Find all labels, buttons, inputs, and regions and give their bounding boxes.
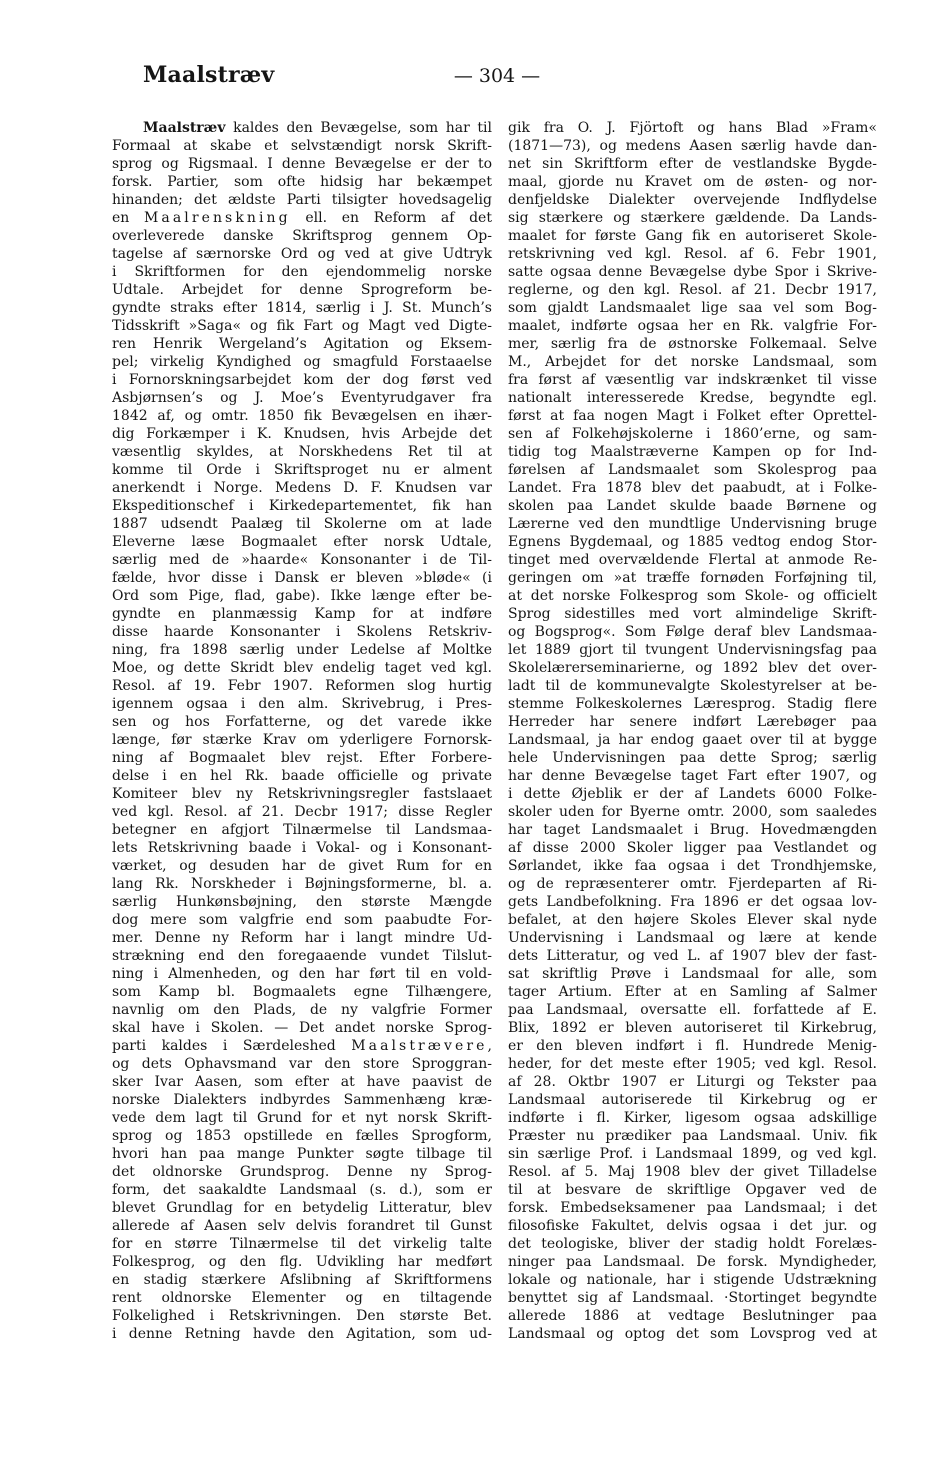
text-line: særlig Hunkønsbøjning, den største Mængde	[112, 894, 492, 910]
text-line: tidig tog Maalstræverne Kampen op for Ind-	[508, 444, 877, 460]
text-line: Resol. af 5. Maj 1908 blev der givet Tilladelse	[508, 1164, 877, 1180]
text-line: er den bleven indført i fl. Hundrede Menig-	[508, 1038, 877, 1054]
text-line: i dette Øjeblik er der af Landets 6000 Folke-	[508, 786, 877, 802]
running-head: Maalstræv	[143, 62, 275, 88]
text-line: Resol. af 19. Febr 1907. Reformen slog hurtig	[112, 678, 492, 694]
text-line: fra først af væsentlig var indskrænket til visse	[508, 372, 877, 388]
text-line: forsk. Embedseksamener paa Landsmaal; i det	[508, 1200, 877, 1216]
text-line: indførte i fl. Kirker, ligesom ogsaa adskillige	[508, 1110, 877, 1126]
text-line: Landsmaal og optog det som Lovsprog ved at	[508, 1326, 877, 1342]
text-line: filosofiske Fakultet, delvis ogsaa i det jur. og	[508, 1218, 877, 1234]
text-line: Undervisning i Landsmaal og lære at kende	[508, 930, 877, 946]
text-line: retskrivning ved kgl. Resol. af 6. Febr 1901,	[508, 246, 877, 262]
text-line: reglerne, og den kgl. Resol. af 21. Decbr 1917,	[508, 282, 877, 298]
text-line: anerkendt i Norge. Medens D. F. Knudsen var	[112, 480, 492, 496]
text-line: delse i en hel Rk. baade officielle og private	[112, 768, 492, 784]
text-line: skal have i Skolen. — Det andet norske Sprog-	[112, 1020, 492, 1036]
text-line: sat skriftlig Prøve i Landsmaal for alle, som	[508, 966, 877, 982]
text-line: Egnens Bygdemaal, og 1885 vedtog endog Stor-	[508, 534, 877, 550]
text-line: Præster nu prædiker paa Landsmaal. Univ. fik	[508, 1128, 877, 1144]
text-line: ning i Almenheden, og den har ført til en vold-	[112, 966, 492, 982]
text-line: net sin Skriftform efter de vestlandske Bygde-	[508, 156, 877, 172]
text-line: skolen paa Landet skulde baade Børnene og	[508, 498, 877, 514]
text-line: sker Ivar Aasen, som efter at have paavist de	[112, 1074, 492, 1090]
text-line: disse haarde Konsonanter i Skolens Retskriv-	[112, 624, 492, 640]
text-line: Herreder har senere indført Lærebøger paa	[508, 714, 877, 730]
page-number: — 304 —	[453, 65, 541, 87]
text-line: dog mere som valgfrie end som paabudte For-	[112, 912, 492, 928]
text-line	[112, 1037, 492, 1055]
text-line: Blix, 1892 er bleven autoriseret til Kirkebrug,	[508, 1020, 877, 1036]
text-line: sin særlige Prof. i Landsmaal 1899, og ved kgl.	[508, 1146, 877, 1162]
text-line: det oldnorske Grundsprog. Denne ny Sprog-	[112, 1164, 492, 1180]
text-line: i denne Retning havde den Agitation, som ud-	[112, 1326, 492, 1342]
text-line: denfjeldske Dialekter overvejende Indflydelse	[508, 192, 877, 208]
text-line: lokale og nationale, har i stigende Udstrækning	[508, 1272, 877, 1288]
text-line: længe, før stærke Krav om yderligere Fornorsk-	[112, 732, 492, 748]
text-segment: parti kaldes i Særdeleshed	[112, 1038, 352, 1054]
text-line: sen og hos Forfatterne, og det varede ikke	[112, 714, 492, 730]
text-line: M., Arbejdet for det norske Landsmaal, som	[508, 354, 877, 370]
text-line	[112, 209, 492, 227]
right-column	[508, 119, 877, 1343]
left-column	[112, 119, 492, 1343]
text-line: benyttet sig af Landsmaal. ·Stortinget begyndte	[508, 1290, 877, 1306]
text-line: mer, særlig fra de østnorske Folkemaal. Selve	[508, 336, 877, 352]
text-line: Udtale. Arbejdet for denne Sprogreform be-	[112, 282, 492, 298]
text-line: særlig med de »haarde« Konsonanter i de Til-	[112, 552, 492, 568]
text-line: gyndte straks efter 1814, særlig i J. St. Munch’s	[112, 300, 492, 316]
text-line: form, det saakaldte Landsmaal (s. d.), som er	[112, 1182, 492, 1198]
text-line: Landsmaal, ja har endog gaaet over til at bygge	[508, 732, 877, 748]
text-line: Sprog sidestilles med vort almindelige Skrift-	[508, 606, 877, 622]
text-line: væsentlig skyldes, at Norskhedens Ret til at	[112, 444, 492, 460]
text-segment: en	[112, 210, 144, 226]
text-line: hele Undervisningen paa dette Sprog; særlig	[508, 750, 877, 766]
text-line: let 1889 gjort til tvungent Undervisningsfag paa	[508, 642, 877, 658]
text-line: førelsen af Landsmaalet som Skolesprog paa	[508, 462, 877, 478]
text-line: Folkelighed i Retskrivningen. Den største Bet.	[112, 1308, 492, 1324]
text-line: værket, og desuden har de givet Rum for en	[112, 858, 492, 874]
text-line: dig Forkæmper i K. Knudsen, hvis Arbejde det	[112, 426, 492, 442]
text-segment: kaldes den Bevægelse, som har til	[225, 120, 492, 136]
text-line: ning, fra 1898 særlig under Ledelse af Moltke	[112, 642, 492, 658]
text-line: stemme Folkeskolernes Læresprog. Stadig flere	[508, 696, 877, 712]
text-line	[112, 119, 492, 137]
text-line: pel; virkelig Kyndighed og smagfuld Forstaaelse	[112, 354, 492, 370]
text-line: geringen om »at træffe fornøden Forføjning til,	[508, 570, 877, 586]
text-line: Sørlandet, ikke faa ogsaa i det Trondhjemske,	[508, 858, 877, 874]
text-line: som gjaldt Landsmaalet lige saa vel som Bog-	[508, 300, 877, 316]
text-line: har taget Landsmaalet i Brug. Hovedmængden	[508, 822, 877, 838]
text-line: ren Henrik Wergeland’s Agitation og Eksem-	[112, 336, 492, 352]
spaced-term: Maalstrævere	[351, 1038, 488, 1054]
text-line: lets Retskrivning baade i Vokal- og i Konsonant-	[112, 840, 492, 856]
text-line: sprog og 1853 opstillede en fælles Sprogform,	[112, 1128, 492, 1144]
text-line: af 28. Oktbr 1907 er Liturgi og Tekster paa	[508, 1074, 877, 1090]
text-line: gyndte en planmæssig Kamp for at indføre	[112, 606, 492, 622]
text-line: Landsmaal autoriserede til Kirkebrug og er	[508, 1092, 877, 1108]
text-line: rent oldnorske Elementer og en tiltagende	[112, 1290, 492, 1306]
text-line: til at besvare de skriftlige Opgaver ved de	[508, 1182, 877, 1198]
text-line: Ord som Pige, flad, gabe). Ikke længe efter be-	[112, 588, 492, 604]
text-line: komme til Orde i Skriftsproget nu er alment	[112, 462, 492, 478]
text-line: skoler uden for Byerne omtr. 2000, som saaledes	[508, 804, 877, 820]
text-line: har denne Bevægelse taget Fart efter 1907, og	[508, 768, 877, 784]
text-line: igennem ogsaa i den alm. Skrivebrug, i Pres-	[112, 696, 492, 712]
text-line: fælde, hvor disse i Dansk er bleven »bløde« (i	[112, 570, 492, 586]
text-line: allerede 1886 at vedtage Beslutninger paa	[508, 1308, 877, 1324]
text-line: som Kamp bl. Bogmaalets egne Tilhængere,	[112, 984, 492, 1000]
text-line: heder, for det meste efter 1905; ved kgl. Resol.	[508, 1056, 877, 1072]
text-line: Komiteer blev ny Retskrivningsregler fastslaaet	[112, 786, 492, 802]
spaced-term: Maalrenskning	[144, 210, 291, 226]
text-line: tager Artium. Efter at en Samling af Salmer	[508, 984, 877, 1000]
text-line: norske Dialekters indbyrdes Sammenhæng kræ-	[112, 1092, 492, 1108]
text-line: mer. Denne ny Reform har i langt mindre Ud-	[112, 930, 492, 946]
text-segment: ell. en Reform af det	[290, 210, 492, 226]
text-line: gik fra O. J. Fjörtoft og hans Blad »Fram«	[508, 120, 877, 136]
text-line: 1887 udsendt Paalæg til Skolerne om at lade	[112, 516, 492, 532]
text-line: Ekspeditionschef i Kirkedepartementet, fik han	[112, 498, 492, 514]
text-line: ninger paa Landsmaal. De forsk. Myndigheder,	[508, 1254, 877, 1270]
text-line: først at faa nogen Magt i Folket efter Oprettel-	[508, 408, 877, 424]
text-line: maalet for første Gang fik en autoriseret Skole-	[508, 228, 877, 244]
text-line: gets Landbefolkning. Fra 1896 er det ogsaa lov-	[508, 894, 877, 910]
text-line: og de repræsenterer omtr. Fjerdeparten af Ri-	[508, 876, 877, 892]
text-line: hinanden; det ældste Parti tilsigter hovedsagelig	[112, 192, 492, 208]
text-line: 1842 af, og omtr. 1850 fik Bevægelsen en ihær-	[112, 408, 492, 424]
text-line: lang Rk. Norskheder i Bøjningsformerne, bl. a.	[112, 876, 492, 892]
text-line: Lærerne ved den mundtlige Undervisning bruge	[508, 516, 877, 532]
text-line: befalet, at den højere Skoles Elever skal nyde	[508, 912, 877, 928]
text-line: Formaal at skabe et selvstændigt norsk Skrift-	[112, 138, 492, 154]
text-line: sen af Folkehøjskolerne i 1860’erne, og sam-	[508, 426, 877, 442]
text-line: og Bogsprog«. Som Følge deraf blev Landsmaa-	[508, 624, 877, 640]
text-line: maal, gjorde nu Kravet om de østen- og nor-	[508, 174, 877, 190]
text-line: i Fornorskningsarbejdet kom der dog først ved	[112, 372, 492, 388]
text-line: af disse 2000 Skoler ligger paa Vestlandet og	[508, 840, 877, 856]
text-line: ladt til de kommunevalgte Skolestyrelser at be-	[508, 678, 877, 694]
text-line: vede dem lagt til Grund for et nyt norsk Skrift-	[112, 1110, 492, 1126]
text-line: strækning end den foregaaende vundet Tilslut-	[112, 948, 492, 964]
text-line: Tidsskrift »Saga« og fik Fart og Magt ved Digte-	[112, 318, 492, 334]
text-line: Eleverne læse Bogmaalet efter norsk Udtale,	[112, 534, 492, 550]
text-line: for en større Tilnærmelse til det virkelig talte	[112, 1236, 492, 1252]
text-line: sprog og Rigsmaal. I denne Bevægelse er der to	[112, 156, 492, 172]
text-line: sig stærkere og stærkere gældende. Da Lands-	[508, 210, 877, 226]
text-line: tagelse af særnorske Ord og ved at give Udtryk	[112, 246, 492, 262]
text-line: maalet, indførte ogsaa her en Rk. valgfrie For-	[508, 318, 877, 334]
text-line: og dets Ophavsmand var den store Sproggran-	[112, 1056, 492, 1072]
text-line: blevet Grundlag for en betydelig Litteratur, blev	[112, 1200, 492, 1216]
text-line: satte ogsaa denne Bevægelse dybe Spor i Skrive-	[508, 264, 877, 280]
text-line: en stadig stærkere Afslibning af Skriftformens	[112, 1272, 492, 1288]
text-line: overleverede danske Skriftsprog gennem Op-	[112, 228, 492, 244]
text-line: Landet. Fra 1878 blev det paabudt, at i Folke-	[508, 480, 877, 496]
text-line: navnlig om den Plads, de ny valgfrie Former	[112, 1002, 492, 1018]
text-line: hvori han paa mange Punkter søgte tilbage til	[112, 1146, 492, 1162]
text-line: i Skriftformen for den ejendommelig norske	[112, 264, 492, 280]
text-line: Skolelærerseminarierne, og 1892 blev det over-	[508, 660, 877, 676]
text-line: paa Landsmaal, oversatte ell. forfattede af E.	[508, 1002, 877, 1018]
text-segment: ,	[487, 1038, 492, 1054]
text-line: ved kgl. Resol. af 21. Decbr 1917; disse Regler	[112, 804, 492, 820]
text-line: tinget med overvældende Flertal at anmode Re-	[508, 552, 877, 568]
text-line: (1871—73), og medens Aasen særlig havde dan-	[508, 138, 877, 154]
text-line: det teologiske, bliver der stadig holdt Forelæs-	[508, 1236, 877, 1252]
text-line: betegner en afgjort Tilnærmelse til Landsmaa-	[112, 822, 492, 838]
text-line: allerede af Aasen selv delvis forandret til Gunst	[112, 1218, 492, 1234]
text-line: ning af Bogmaalet blev rejst. Efter Forbere-	[112, 750, 492, 766]
text-line: dets Litteratur, og ved L. af 1907 blev der fast-	[508, 948, 877, 964]
headword: Maalstræv	[143, 120, 226, 136]
text-line: Folkesprog, og den flg. Udvikling har medført	[112, 1254, 492, 1270]
text-line: forsk. Partier, som ofte hidsig har bekæmpet	[112, 174, 492, 190]
text-line: at det norske Folkesprog som Skole- og officielt	[508, 588, 877, 604]
text-line: Asbjørnsen’s og J. Moe’s Eventyrudgaver fra	[112, 390, 492, 406]
text-line: nationalt interesserede Kredse, begyndte egl.	[508, 390, 877, 406]
text-line: Moe, og dette Skridt blev endelig taget ved kgl.	[112, 660, 492, 676]
